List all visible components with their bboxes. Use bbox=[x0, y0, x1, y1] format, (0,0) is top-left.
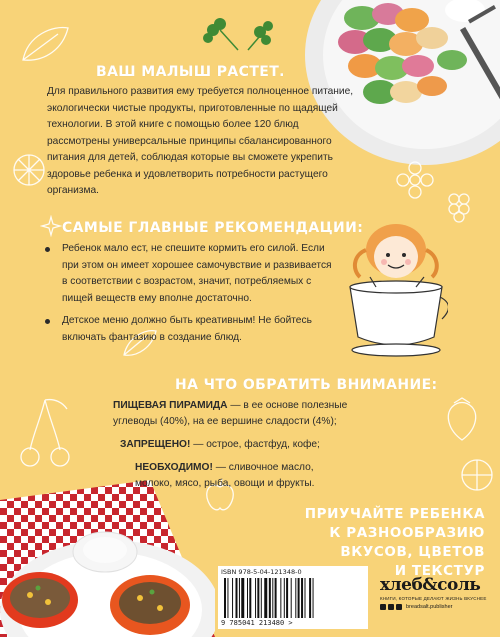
barcode-bar bbox=[261, 578, 262, 618]
barcode-bar bbox=[257, 578, 259, 618]
bullet-dot bbox=[45, 319, 50, 324]
barcode-bar bbox=[284, 578, 285, 618]
barcode-bar bbox=[239, 578, 240, 618]
barcode-bar bbox=[291, 578, 292, 618]
attention-item-forbidden bbox=[120, 437, 370, 453]
barcode-bar bbox=[249, 578, 251, 618]
publisher-tagline: КНИГИ, КОТОРЫЕ ДЕЛАЮТ ЖИЗНЬ ВКУСНЕЕ bbox=[380, 596, 487, 601]
citrus-doodle-right-icon bbox=[458, 455, 496, 495]
social-links bbox=[380, 604, 487, 610]
barcode-digits: 9 785041 213480 > bbox=[221, 619, 293, 627]
stuffed-peppers-image bbox=[0, 480, 215, 637]
barcode-bar bbox=[255, 578, 256, 618]
attention-item-necessary bbox=[135, 460, 335, 492]
section-heading-growing: ВАШ МАЛЫШ РАСТЕТ. bbox=[96, 64, 285, 80]
publisher-logo bbox=[380, 575, 487, 610]
attention-text: — сливочное масло, молоко, мясо, рыба, овощи и фрукты. bbox=[135, 462, 315, 489]
social-handle: breadsalt.publisher bbox=[406, 604, 453, 610]
attention-label: НЕОБХОДИМО! bbox=[135, 462, 213, 473]
barcode-bar bbox=[295, 578, 296, 618]
section-heading-recommendations: САМЫЕ ГЛАВНЫЕ РЕКОМЕНДАЦИИ: bbox=[62, 220, 364, 236]
attention-item-pyramid bbox=[113, 398, 363, 430]
attention-text: — в ее основе полезные углеводы (40%), на ее вершине сладости (4%); bbox=[113, 400, 348, 427]
barcode-bar bbox=[313, 578, 314, 618]
barcode-bar bbox=[286, 578, 288, 618]
barcode-bar bbox=[280, 578, 281, 618]
barcode-bar bbox=[224, 578, 226, 618]
barcode-bar bbox=[264, 578, 267, 618]
facebook-icon bbox=[396, 604, 402, 610]
barcode-bar bbox=[247, 578, 248, 618]
citrus-slice-doodle-icon bbox=[10, 150, 48, 190]
instagram-icon bbox=[388, 604, 394, 610]
intro-paragraph: Для правильного развития ему требуется полноценное питание, экологически чистые продукты, приготовленные по щадящей технологии. В этой книге с помощью более 120 блюд рассмотрены универсальные принципы сбалансированного питания для детей, соблюдая которые вы сможете укрепить здоровье ребенка и удовлетворить потребности растущего организма. bbox=[47, 86, 354, 196]
barcode-bar bbox=[301, 578, 303, 618]
attention-text: — острое, фастфуд, кофе; bbox=[190, 439, 320, 450]
closing-line: ПРИУЧАЙТЕ РЕБЕНКА bbox=[304, 506, 485, 522]
bullet-dot bbox=[45, 247, 50, 252]
barcode-bar bbox=[275, 578, 277, 618]
barcode-bar bbox=[298, 578, 300, 618]
attention-label: ПИЩЕВАЯ ПИРАМИДА bbox=[113, 400, 228, 411]
recommendation-item: Ребенок мало ест, не спешите кормить его силой. Если при этом он имеет хорошее самочувствие и развивается в соответствии с возрастом, значит, потребляемых с пищей веществ ему вполне достаточно. bbox=[62, 243, 332, 304]
raspberry-doodle-icon bbox=[440, 185, 480, 225]
parsley-image bbox=[198, 10, 278, 55]
barcode-bar bbox=[232, 578, 233, 618]
vk-icon bbox=[380, 604, 386, 610]
barcode-bar bbox=[236, 578, 238, 618]
flower-doodle-icon bbox=[395, 160, 435, 200]
isbn-text: ISBN 978-5-04-121348-0 bbox=[221, 568, 302, 576]
attention-label: ЗАПРЕЩЕНО! bbox=[120, 439, 191, 450]
leaf-doodle-icon bbox=[18, 20, 73, 70]
closing-line: И ТЕКСТУР bbox=[394, 563, 485, 579]
barcode-bar bbox=[269, 578, 271, 618]
star-doodle-icon bbox=[40, 215, 62, 237]
strawberry-doodle-icon bbox=[440, 395, 485, 445]
barcode-bar bbox=[241, 578, 244, 618]
girl-in-cup-illustration bbox=[338, 215, 448, 360]
section-heading-attention: НА ЧТО ОБРАТИТЬ ВНИМАНИЕ: bbox=[175, 377, 438, 393]
publisher-name: хлеб&соль bbox=[380, 575, 481, 595]
barcode-bar bbox=[272, 578, 273, 618]
recommendation-item: Детское меню должно быть креативным! Не бойтесь включать фантазию в создание блюд. bbox=[62, 315, 312, 343]
closing-line: К РАЗНООБРАЗИЮ ВКУСОВ, ЦВЕТОВ bbox=[329, 525, 485, 560]
cherries-doodle-icon bbox=[15, 395, 75, 470]
barcode-bar bbox=[309, 578, 311, 618]
barcode-bar bbox=[227, 578, 228, 618]
barcode-bar bbox=[305, 578, 306, 618]
barcode-image bbox=[224, 578, 362, 618]
